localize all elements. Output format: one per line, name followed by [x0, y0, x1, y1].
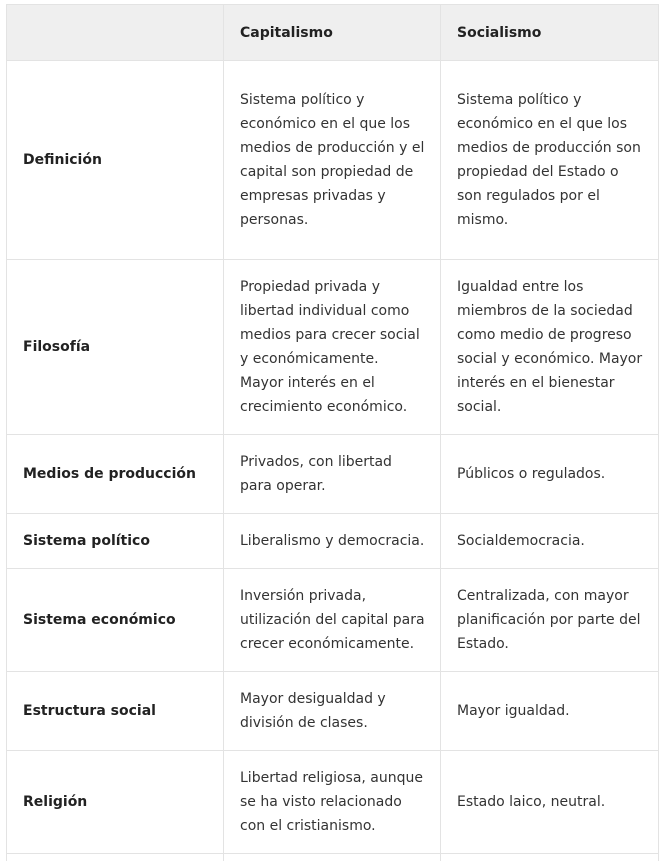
cell-capitalismo: Liberalismo y democracia.	[224, 514, 441, 569]
table-row	[7, 514, 659, 569]
cell-socialismo: Públicos o regulados.	[441, 435, 659, 514]
table-row-cut-off	[7, 854, 659, 861]
cell-capitalismo: Privados, con libertad para operar.	[224, 435, 441, 514]
cell-socialismo: Sistema político y económico en el que los medios de producción son propiedad del Estado o son regulados por el mismo.	[441, 61, 659, 260]
row-label: Sistema económico	[7, 569, 224, 672]
cell-capitalismo: Inversión privada, utilización del capital para crecer económicamente.	[224, 569, 441, 672]
cell-empty	[224, 854, 441, 861]
comparison-table	[6, 4, 659, 861]
table-header-row	[7, 5, 659, 61]
cell-capitalismo: Propiedad privada y libertad individual como medios para crecer social y económicamente. Mayor interés en el crecimiento económico.	[224, 260, 441, 435]
row-label: Filosofía	[7, 260, 224, 435]
table-row	[7, 569, 659, 672]
row-label: Sistema político	[7, 514, 224, 569]
header-empty-cell	[7, 5, 224, 61]
cell-capitalismo: Mayor desigualdad y división de clases.	[224, 672, 441, 751]
header-capitalismo: Capitalismo	[224, 5, 441, 61]
row-label: Medios de producción	[7, 435, 224, 514]
table-row	[7, 751, 659, 854]
cell-socialismo: Socialdemocracia.	[441, 514, 659, 569]
cell-socialismo: Estado laico, neutral.	[441, 751, 659, 854]
header-socialismo: Socialismo	[441, 5, 659, 61]
row-label: Estructura social	[7, 672, 224, 751]
table-row	[7, 260, 659, 435]
cell-socialismo: Igualdad entre los miembros de la sociedad como medio de progreso social y económico. Mayor interés en el bienestar social.	[441, 260, 659, 435]
cell-socialismo: Mayor igualdad.	[441, 672, 659, 751]
row-label: Definición	[7, 61, 224, 260]
table-row	[7, 672, 659, 751]
cell-empty	[441, 854, 659, 861]
table-row	[7, 61, 659, 260]
row-label-empty	[7, 854, 224, 861]
cell-capitalismo: Libertad religiosa, aunque se ha visto relacionado con el cristianismo.	[224, 751, 441, 854]
cell-socialismo: Centralizada, con mayor planificación por parte del Estado.	[441, 569, 659, 672]
table-row	[7, 435, 659, 514]
row-label: Religión	[7, 751, 224, 854]
cell-capitalismo: Sistema político y económico en el que los medios de producción y el capital son propiedad de empresas privadas y personas.	[224, 61, 441, 260]
